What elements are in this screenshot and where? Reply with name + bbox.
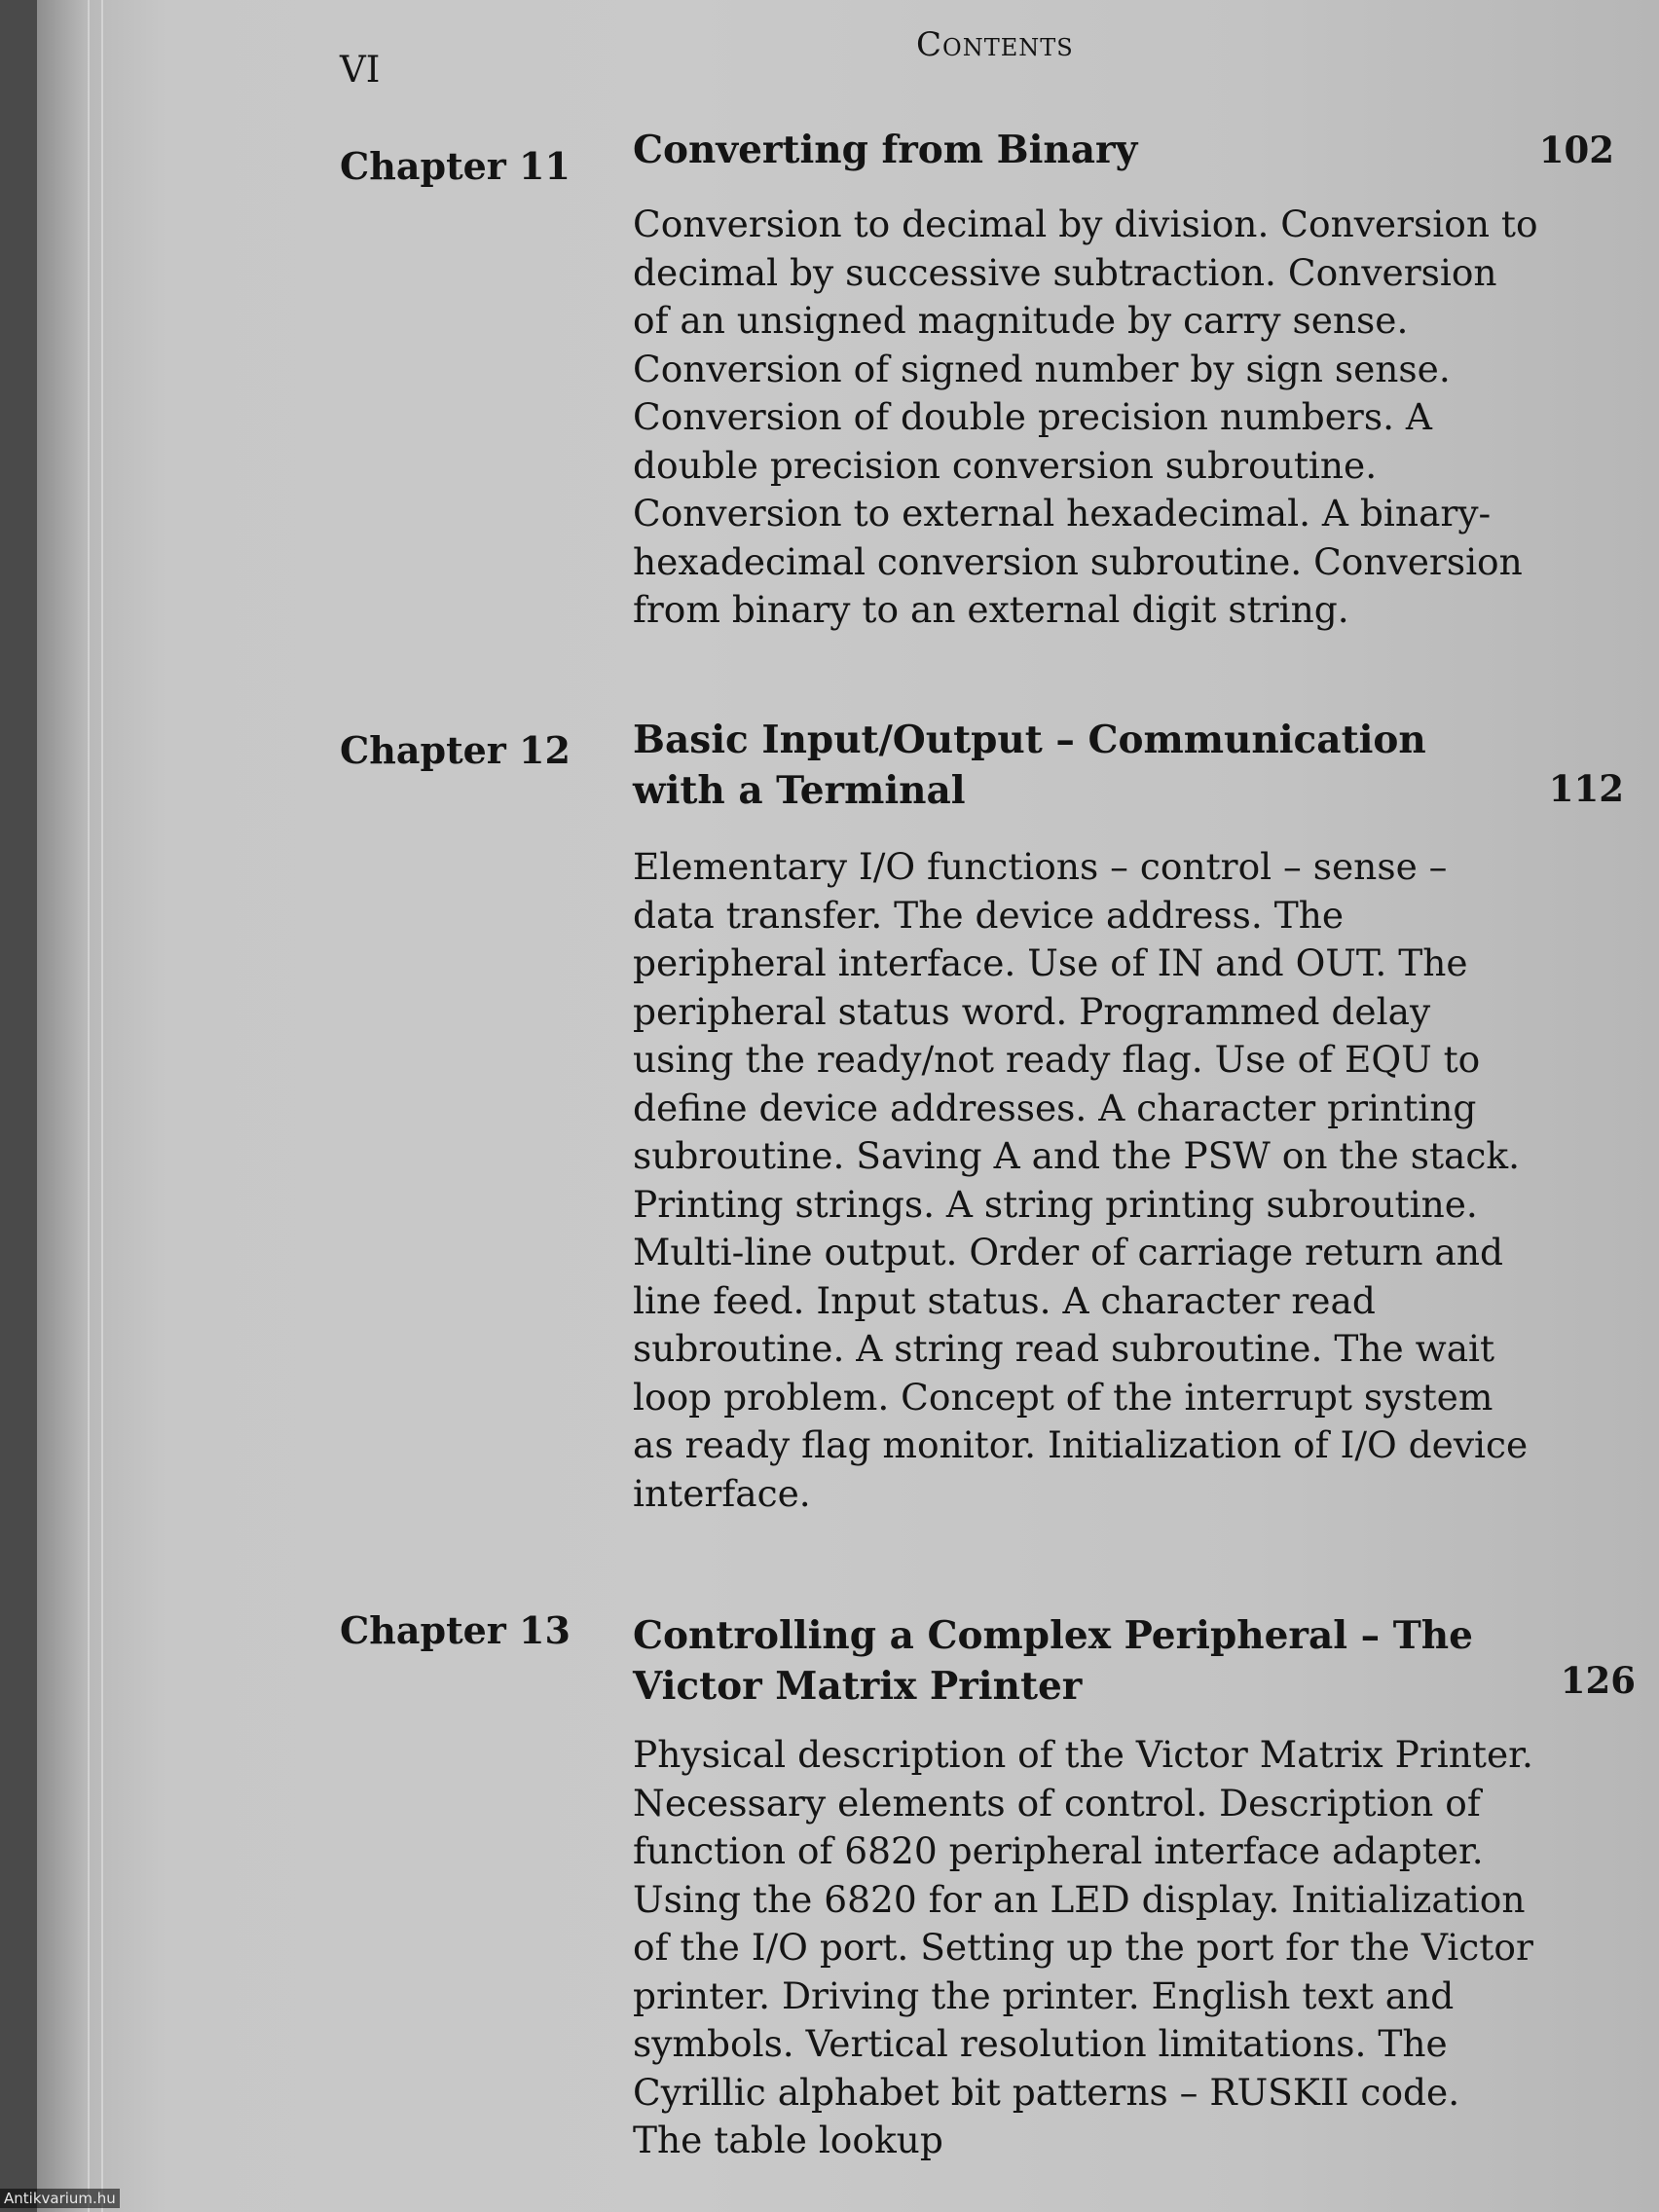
chapter-label: Chapter 11: [340, 144, 571, 188]
watermark: Antikvarium.hu: [0, 2189, 120, 2208]
page-number: VI: [340, 49, 381, 91]
chapter-title: Controlling a Complex Peripheral – The Victor Matrix Printer: [633, 1613, 1473, 1709]
chapter-description: Elementary I/O functions – control – sense – data transfer. The device address. The peripheral interface. Use of IN and OUT. The peripheral status word. Programmed delay using the ready/not ready flag. Use of EQU to define device addresses. A character printing subroutine. Saving A and the PSW on the stack. Printing strings. A string printing subroutine. Multi-line output. Order of carriage return and line feed. Input status. A character read subroutine. A string read subroutine. The wait loop problem. Concept of the interrupt system as ready flag monitor. Initialization of I/O device interface.: [633, 845, 1529, 1515]
chapter-description: Conversion to decimal by division. Conversion to decimal by successive subtraction. Conversion of an unsigned magnitude by carry sense. Conversion of signed number by sign sense. Conversion of double precision numbers. A double precision conversion subroutine. Conversion to external hexadecimal. A binary-hexadecimal conversion subroutine. Conversion from binary to an external digit string.: [633, 203, 1538, 631]
book-page: [37, 0, 1659, 2212]
chapter-page-number: 126: [1560, 1659, 1636, 1702]
gutter-line: [88, 0, 90, 2212]
running-head: Contents: [916, 25, 1074, 64]
gutter-line: [101, 0, 103, 2212]
chapter-page-number: 112: [1548, 767, 1624, 810]
chapter-title: Basic Input/Output – Communication with a Terminal: [633, 718, 1426, 813]
chapter-label: Chapter 12: [340, 728, 571, 772]
chapter-page-number: 102: [1538, 129, 1614, 171]
chapter-label: Chapter 13: [340, 1608, 571, 1652]
chapter-title: Converting from Binary: [633, 128, 1138, 172]
chapter-description: Physical description of the Victor Matrix Printer. Necessary elements of control. Description of function of 6820 peripheral interface adapter. Using the 6820 for an LED display. Initialization of the I/O port. Setting up the port for the Victor printer. Driving the printer. English text and symbols. Vertical resolution limitations. The Cyrillic alphabet bit patterns – RUSKII code. The table lookup: [633, 1733, 1533, 2161]
